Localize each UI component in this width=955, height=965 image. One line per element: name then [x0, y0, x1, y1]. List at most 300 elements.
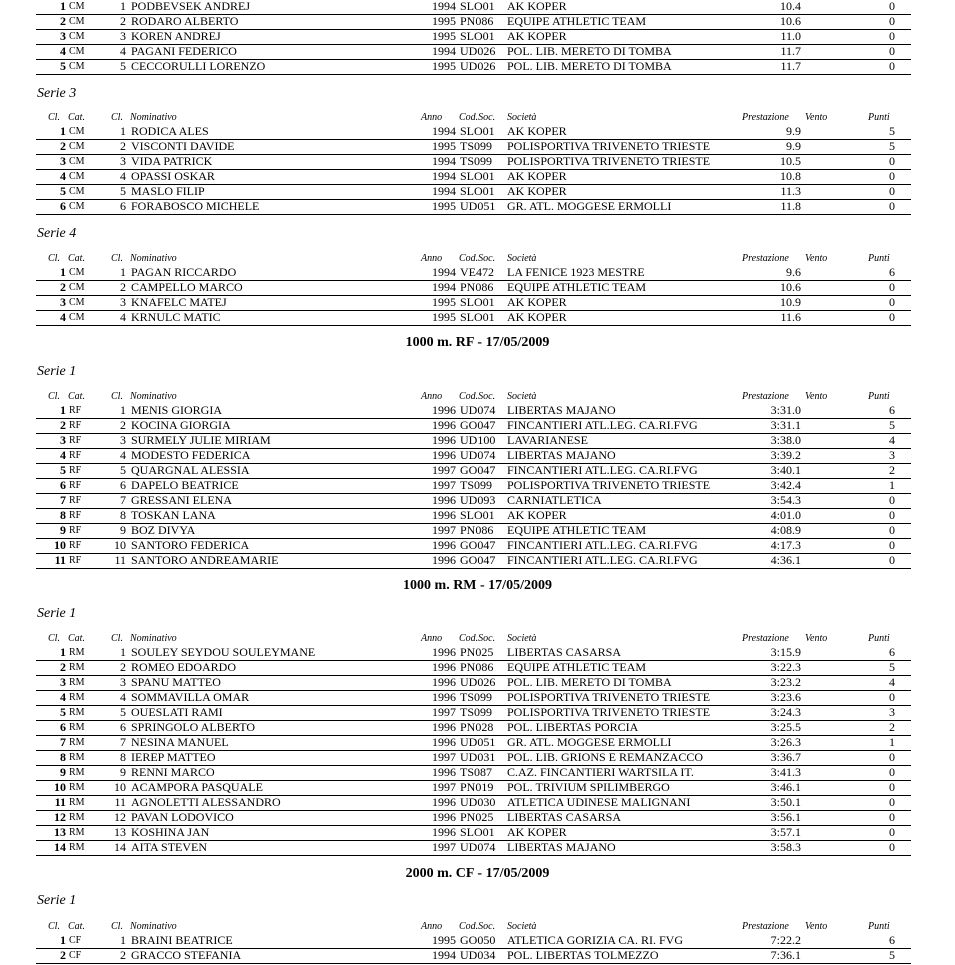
cell-club-code: GO047 [460, 463, 496, 477]
result-row [0, 266, 955, 281]
cell-rank: 1 [60, 265, 66, 279]
cell-athlete-name: KOREN ANDREJ [131, 29, 221, 43]
cell-points: 0 [889, 690, 895, 704]
cell-club-name: AK KOPER [507, 295, 567, 309]
cell-performance: 3:58.3 [770, 840, 801, 854]
cell-points: 0 [889, 29, 895, 43]
cell-birth-year: 1997 [432, 523, 456, 537]
cell-athlete-name: KRNULC MATIC [131, 310, 221, 324]
column-header-cod: Cod.Soc. [459, 633, 496, 644]
cell-club-code: GO050 [460, 933, 496, 947]
cell-rank: 2 [60, 660, 66, 674]
result-row [0, 781, 955, 796]
cell-category-rank: 2 [120, 660, 126, 674]
cell-category-rank: 2 [120, 14, 126, 28]
cell-category: RF [69, 525, 82, 536]
cell-club-code: UD074 [460, 840, 496, 854]
cell-category: RF [69, 420, 82, 431]
cell-category-rank: 2 [120, 139, 126, 153]
result-row [0, 826, 955, 841]
cell-category-rank: 2 [120, 280, 126, 294]
cell-birth-year: 1995 [432, 933, 456, 947]
cell-category: RF [69, 555, 82, 566]
result-row [0, 0, 955, 15]
cell-category: RM [69, 812, 85, 823]
cell-athlete-name: PAVAN LODOVICO [131, 810, 234, 824]
cell-rank: 9 [60, 523, 66, 537]
cell-birth-year: 1996 [432, 493, 456, 507]
column-header-row [0, 112, 955, 124]
cell-category-rank: 2 [120, 418, 126, 432]
cell-club-code: UD026 [460, 675, 496, 689]
column-header-row [0, 253, 955, 265]
result-row [0, 796, 955, 811]
result-row [0, 185, 955, 200]
cell-athlete-name: SANTORO FEDERICA [131, 538, 250, 552]
cell-performance: 3:57.1 [770, 825, 801, 839]
result-row [0, 404, 955, 419]
cell-performance: 3:22.3 [770, 660, 801, 674]
result-row [0, 155, 955, 170]
cell-club-name: POL. LIBERTAS TOLMEZZO [507, 948, 659, 962]
column-header-cl: Cl. [48, 633, 60, 644]
cell-club-code: GO047 [460, 418, 496, 432]
cell-category: CF [69, 935, 82, 946]
cell-athlete-name: SANTORO ANDREAMARIE [131, 553, 279, 567]
cell-birth-year: 1994 [432, 169, 456, 183]
cell-points: 0 [889, 44, 895, 58]
cell-athlete-name: QUARGNAL ALESSIA [131, 463, 250, 477]
cell-club-code: UD026 [460, 59, 496, 73]
cell-category: CM [69, 31, 85, 42]
cell-athlete-name: FORABOSCO MICHELE [131, 199, 260, 213]
cell-performance: 3:23.2 [770, 675, 801, 689]
column-header-societa: Società [507, 112, 537, 123]
cell-rank: 9 [60, 765, 66, 779]
result-row [0, 311, 955, 326]
column-header-societa: Società [507, 633, 537, 644]
column-header-cod: Cod.Soc. [459, 253, 496, 264]
column-header-vento: Vento [805, 633, 828, 644]
cell-club-name: C.AZ. FINCANTIERI WARTSILA IT. [507, 765, 694, 779]
cell-points: 0 [889, 553, 895, 567]
cell-rank: 2 [60, 139, 66, 153]
cell-club-name: POL. LIB. GRIONS E REMANZACCO [507, 750, 704, 764]
cell-rank: 2 [60, 948, 66, 962]
cell-category: CM [69, 61, 85, 72]
cell-athlete-name: GRACCO STEFANIA [131, 948, 242, 962]
cell-rank: 8 [60, 750, 66, 764]
cell-rank: 7 [60, 493, 66, 507]
cell-birth-year: 1996 [432, 538, 456, 552]
row-divider [36, 963, 911, 964]
column-header-nominativo: Nominativo [130, 633, 177, 644]
cell-club-name: POLISPORTIVA TRIVENETO TRIESTE [507, 690, 711, 704]
cell-category: RM [69, 782, 85, 793]
cell-club-code: TS099 [460, 478, 493, 492]
result-row [0, 419, 955, 434]
column-header-vento: Vento [805, 921, 828, 932]
cell-points: 0 [889, 523, 895, 537]
cell-birth-year: 1996 [432, 690, 456, 704]
cell-athlete-name: MENIS GIORGIA [131, 403, 222, 417]
cell-category-rank: 11 [114, 795, 126, 809]
cell-athlete-name: KOSHINA JAN [131, 825, 210, 839]
cell-points: 0 [889, 765, 895, 779]
cell-category: RF [69, 495, 82, 506]
cell-club-code: UD074 [460, 403, 496, 417]
cell-points: 0 [889, 14, 895, 28]
cell-club-code: SLO01 [460, 169, 495, 183]
cell-rank: 1 [60, 645, 66, 659]
cell-club-name: AK KOPER [507, 508, 567, 522]
cell-category-rank: 1 [120, 933, 126, 947]
cell-athlete-name: OUESLATI RAMI [131, 705, 223, 719]
cell-club-name: EQUIPE ATHLETIC TEAM [507, 660, 647, 674]
cell-birth-year: 1994 [432, 280, 456, 294]
cell-category: CM [69, 156, 85, 167]
cell-club-code: UD074 [460, 448, 496, 462]
cell-points: 0 [889, 0, 895, 13]
cell-club-name: LA FENICE 1923 MESTRE [507, 265, 645, 279]
cell-athlete-name: ACAMPORA PASQUALE [131, 780, 263, 794]
cell-club-code: TS087 [460, 765, 493, 779]
cell-performance: 4:01.0 [770, 508, 801, 522]
cell-category: CM [69, 16, 85, 27]
cell-club-name: FINCANTIERI ATL.LEG. CA.RI.FVG [507, 553, 698, 567]
column-header-anno: Anno [421, 112, 443, 123]
cell-athlete-name: MODESTO FEDERICA [131, 448, 251, 462]
column-header-vento: Vento [805, 391, 828, 402]
result-row [0, 766, 955, 781]
cell-birth-year: 1994 [432, 0, 456, 13]
cell-athlete-name: MASLO FILIP [131, 184, 205, 198]
cell-performance: 9.9 [786, 124, 801, 138]
cell-rank: 1 [60, 933, 66, 947]
cell-category-rank: 7 [120, 493, 126, 507]
cell-points: 0 [889, 508, 895, 522]
cell-birth-year: 1995 [432, 59, 456, 73]
cell-rank: 5 [60, 705, 66, 719]
result-row [0, 449, 955, 464]
cell-category-rank: 4 [120, 44, 126, 58]
cell-points: 3 [889, 705, 895, 719]
column-header-prestazione: Prestazione [742, 921, 789, 932]
cell-club-code: SLO01 [460, 184, 495, 198]
cell-performance: 7:36.1 [770, 948, 801, 962]
cell-points: 0 [889, 840, 895, 854]
cell-points: 2 [889, 463, 895, 477]
column-header-cod: Cod.Soc. [459, 391, 496, 402]
column-header-anno: Anno [421, 633, 443, 644]
cell-category-rank: 3 [120, 675, 126, 689]
cell-points: 0 [889, 780, 895, 794]
cell-club-code: PN025 [460, 810, 494, 824]
cell-club-name: LIBERTAS MAJANO [507, 840, 616, 854]
result-row [0, 751, 955, 766]
column-header-punti: Punti [868, 633, 890, 644]
cell-points: 0 [889, 750, 895, 764]
cell-birth-year: 1996 [432, 553, 456, 567]
cell-category-rank: 9 [120, 765, 126, 779]
cell-athlete-name: DAPELO BEATRICE [131, 478, 239, 492]
cell-rank: 10 [54, 780, 66, 794]
result-row [0, 200, 955, 215]
result-row [0, 949, 955, 964]
cell-performance: 7:22.2 [770, 933, 801, 947]
column-header-vento: Vento [805, 112, 828, 123]
cell-athlete-name: VISCONTI DAVIDE [131, 139, 235, 153]
result-row [0, 464, 955, 479]
column-header-cat: Cat. [68, 391, 85, 402]
cell-category-rank: 3 [120, 29, 126, 43]
cell-performance: 3:38.0 [770, 433, 801, 447]
column-header-cat: Cat. [68, 633, 85, 644]
column-header-cat: Cat. [68, 253, 85, 264]
cell-category: RM [69, 737, 85, 748]
column-header-prestazione: Prestazione [742, 112, 789, 123]
cell-club-name: LAVARIANESE [507, 433, 588, 447]
column-header-vento: Vento [805, 253, 828, 264]
cell-category-rank: 1 [120, 403, 126, 417]
cell-club-code: SLO01 [460, 0, 495, 13]
cell-birth-year: 1996 [432, 675, 456, 689]
cell-category: CM [69, 282, 85, 293]
cell-rank: 4 [60, 310, 66, 324]
cell-birth-year: 1994 [432, 44, 456, 58]
cell-rank: 6 [60, 478, 66, 492]
cell-category-rank: 5 [120, 59, 126, 73]
cell-club-name: POL. TRIVIUM SPILIMBERGO [507, 780, 670, 794]
cell-performance: 11.7 [780, 44, 801, 58]
column-header-nominativo: Nominativo [130, 921, 177, 932]
cell-rank: 3 [60, 295, 66, 309]
cell-points: 4 [889, 433, 895, 447]
row-divider [36, 74, 911, 75]
cell-club-name: POLISPORTIVA TRIVENETO TRIESTE [507, 154, 711, 168]
cell-rank: 8 [60, 508, 66, 522]
cell-athlete-name: AITA STEVEN [131, 840, 208, 854]
cell-athlete-name: KOCINA GIORGIA [131, 418, 231, 432]
cell-performance: 3:23.6 [770, 690, 801, 704]
result-row [0, 646, 955, 661]
cell-club-name: FINCANTIERI ATL.LEG. CA.RI.FVG [507, 538, 698, 552]
cell-performance: 3:31.0 [770, 403, 801, 417]
result-row [0, 296, 955, 311]
cell-rank: 11 [54, 795, 66, 809]
cell-rank: 5 [60, 184, 66, 198]
cell-rank: 13 [54, 825, 66, 839]
cell-rank: 1 [60, 403, 66, 417]
column-header-cl: Cl. [48, 253, 60, 264]
cell-points: 5 [889, 660, 895, 674]
column-header-cod: Cod.Soc. [459, 921, 496, 932]
cell-rank: 4 [60, 44, 66, 58]
cell-rank: 6 [60, 720, 66, 734]
cell-birth-year: 1996 [432, 418, 456, 432]
cell-points: 0 [889, 538, 895, 552]
cell-rank: 1 [60, 0, 66, 13]
cell-points: 1 [889, 735, 895, 749]
cell-birth-year: 1995 [432, 295, 456, 309]
cell-points: 0 [889, 280, 895, 294]
cell-rank: 3 [60, 29, 66, 43]
cell-performance: 3:42.4 [770, 478, 801, 492]
cell-category-rank: 1 [120, 265, 126, 279]
cell-category-rank: 14 [114, 840, 126, 854]
cell-birth-year: 1994 [432, 184, 456, 198]
cell-club-code: PN086 [460, 523, 494, 537]
cell-performance: 10.9 [780, 295, 801, 309]
cell-rank: 2 [60, 280, 66, 294]
cell-athlete-name: CAMPELLO MARCO [131, 280, 243, 294]
cell-birth-year: 1996 [432, 765, 456, 779]
row-divider [36, 855, 911, 856]
cell-performance: 10.4 [780, 0, 801, 13]
column-header-anno: Anno [421, 391, 443, 402]
cell-points: 1 [889, 478, 895, 492]
cell-performance: 3:56.1 [770, 810, 801, 824]
cell-rank: 5 [60, 59, 66, 73]
cell-performance: 11.8 [780, 199, 801, 213]
result-row [0, 934, 955, 949]
cell-club-name: LIBERTAS MAJANO [507, 448, 616, 462]
cell-club-code: SLO01 [460, 124, 495, 138]
result-row [0, 60, 955, 75]
cell-club-name: POLISPORTIVA TRIVENETO TRIESTE [507, 705, 711, 719]
cell-category-rank: 8 [120, 750, 126, 764]
cell-club-name: ATLETICA GORIZIA CA. RI. FVG [507, 933, 683, 947]
result-row [0, 841, 955, 856]
result-row [0, 15, 955, 30]
heat-label: Serie 3 [37, 86, 77, 101]
cell-athlete-name: RODICA ALES [131, 124, 209, 138]
result-row [0, 811, 955, 826]
cell-birth-year: 1994 [432, 948, 456, 962]
cell-category: RF [69, 480, 82, 491]
cell-category-rank: 11 [114, 553, 126, 567]
cell-club-code: UD051 [460, 735, 496, 749]
column-header-cl2: Cl. [111, 391, 123, 402]
cell-category-rank: 3 [120, 295, 126, 309]
cell-category-rank: 3 [120, 154, 126, 168]
cell-club-name: EQUIPE ATHLETIC TEAM [507, 14, 647, 28]
cell-category: RF [69, 435, 82, 446]
cell-points: 0 [889, 184, 895, 198]
cell-club-code: PN086 [460, 280, 494, 294]
cell-birth-year: 1995 [432, 14, 456, 28]
cell-performance: 10.6 [780, 280, 801, 294]
cell-rank: 2 [60, 418, 66, 432]
cell-performance: 3:50.1 [770, 795, 801, 809]
cell-athlete-name: GRESSANI ELENA [131, 493, 232, 507]
row-divider [36, 568, 911, 569]
cell-club-name: POL. LIB. MERETO DI TOMBA [507, 44, 672, 58]
cell-club-code: UD030 [460, 795, 496, 809]
cell-birth-year: 1995 [432, 139, 456, 153]
cell-points: 0 [889, 810, 895, 824]
column-header-punti: Punti [868, 112, 890, 123]
cell-birth-year: 1994 [432, 154, 456, 168]
cell-athlete-name: BOZ DIVYA [131, 523, 196, 537]
column-header-row [0, 633, 955, 645]
cell-category: CF [69, 950, 82, 961]
cell-rank: 5 [60, 463, 66, 477]
cell-category: RM [69, 707, 85, 718]
result-row [0, 661, 955, 676]
column-header-prestazione: Prestazione [742, 391, 789, 402]
cell-points: 0 [889, 59, 895, 73]
cell-athlete-name: SURMELY JULIE MIRIAM [131, 433, 271, 447]
cell-club-name: LIBERTAS CASARSA [507, 810, 622, 824]
cell-points: 0 [889, 295, 895, 309]
cell-category-rank: 10 [114, 780, 126, 794]
column-header-societa: Società [507, 391, 537, 402]
cell-club-name: GR. ATL. MOGGESE ERMOLLI [507, 735, 672, 749]
column-header-punti: Punti [868, 391, 890, 402]
heat-label: Serie 4 [37, 226, 77, 241]
result-row [0, 125, 955, 140]
cell-category-rank: 4 [120, 310, 126, 324]
cell-club-name: POL. LIB. MERETO DI TOMBA [507, 675, 672, 689]
cell-club-code: TS099 [460, 154, 493, 168]
cell-performance: 10.6 [780, 14, 801, 28]
cell-athlete-name: AGNOLETTI ALESSANDRO [131, 795, 281, 809]
cell-athlete-name: KNAFELC MATEJ [131, 295, 227, 309]
cell-athlete-name: CECCORULLI LORENZO [131, 59, 266, 73]
column-header-cat: Cat. [68, 921, 85, 932]
cell-rank: 4 [60, 690, 66, 704]
cell-points: 4 [889, 675, 895, 689]
cell-club-name: POL. LIBERTAS PORCIA [507, 720, 639, 734]
result-row [0, 706, 955, 721]
cell-performance: 4:08.9 [770, 523, 801, 537]
column-header-cl2: Cl. [111, 253, 123, 264]
cell-rank: 2 [60, 14, 66, 28]
result-row [0, 45, 955, 60]
row-divider [36, 214, 911, 215]
cell-rank: 3 [60, 154, 66, 168]
cell-club-name: GR. ATL. MOGGESE ERMOLLI [507, 199, 672, 213]
cell-club-code: SLO01 [460, 825, 495, 839]
cell-birth-year: 1995 [432, 310, 456, 324]
cell-athlete-name: PAGAN RICCARDO [131, 265, 237, 279]
cell-performance: 10.8 [780, 169, 801, 183]
cell-points: 0 [889, 310, 895, 324]
cell-points: 5 [889, 418, 895, 432]
cell-performance: 11.0 [780, 29, 801, 43]
cell-category: CM [69, 46, 85, 57]
cell-club-name: FINCANTIERI ATL.LEG. CA.RI.FVG [507, 418, 698, 432]
column-header-punti: Punti [868, 253, 890, 264]
cell-club-code: SLO01 [460, 29, 495, 43]
cell-category: CM [69, 201, 85, 212]
heat-label: Serie 1 [37, 606, 77, 621]
event-title: 1000 m. RM - 17/05/2009 [403, 578, 552, 593]
cell-performance: 3:39.2 [770, 448, 801, 462]
cell-category-rank: 4 [120, 169, 126, 183]
cell-category: RM [69, 722, 85, 733]
column-header-anno: Anno [421, 253, 443, 264]
cell-athlete-name: BRAINI BEATRICE [131, 933, 233, 947]
cell-birth-year: 1996 [432, 433, 456, 447]
cell-athlete-name: SOMMAVILLA OMAR [131, 690, 250, 704]
result-row [0, 736, 955, 751]
cell-category: RM [69, 842, 85, 853]
cell-performance: 3:36.7 [770, 750, 801, 764]
cell-rank: 14 [54, 840, 66, 854]
cell-category: RM [69, 647, 85, 658]
